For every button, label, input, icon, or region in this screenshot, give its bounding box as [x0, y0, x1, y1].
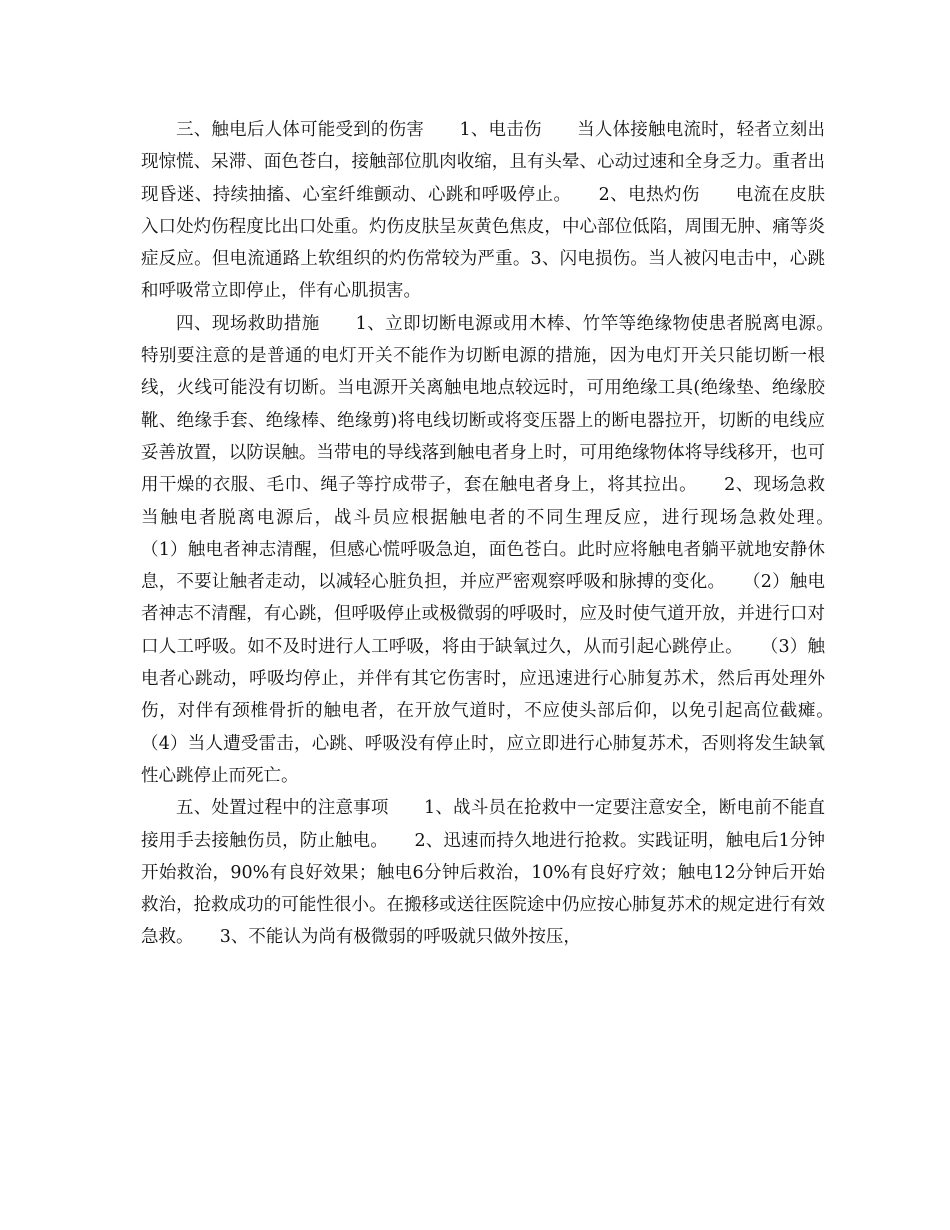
document-page: [141, 114, 860, 954]
paragraph-precautions: 五、处置过程中的注意事项 1、战斗员在抢救中一定要注意安全，断电前不能直接用手去接触伤员，防止触电。 2、迅速而持久地进行抢救。实践证明，触电后1分钟开始救治，90%有良好效果；触电6分钟后救治，10%有良好疗效；触电12分钟后开始救治，抢救成功的可能性很小。在搬移或送往医院途中仍应按心肺复苏术的规定进行有效急救。 3、不能认为尚有极微弱的呼吸就只做外按压，: [141, 798, 825, 948]
paragraph-rescue-measures: 四、现场救助措施 1、立即切断电源或用木棒、竹竿等绝缘物使患者脱离电源。 特别要注意的是普通的电灯开关不能作为切断电源的措施，因为电灯开关只能切断一根线，火线可能没有切断。当电源开关离触电地点较远时，可用绝缘工具(绝缘垫、绝缘胶靴、绝缘手套、绝缘棒、绝缘剪)将电线切断或将变压器上的断电器拉开，切断的电线应妥善放置，以防误触。当带电的导线落到触电者身上时，可用绝缘物体将导线移开，也可用干燥的衣服、毛巾、绳子等拧成带子，套在触电者身上，将其拉出。 2、现场急救 当触电者脱离电源后，战斗员应根据触电者的不同生理反应，进行现场急救处理。 （1）触电者神志清醒，但感心慌呼吸急迫，面色苍白。此时应将触电者躺平就地安静休息，不要让触者走动，以减轻心脏负担，并应严密观察呼吸和脉搏的变化。 （2）触电者神志不清醒，有心跳，但呼吸停止或极微弱的呼吸时，应及时使气道开放，并进行口对口人工呼吸。如不及时进行人工呼吸，将由于缺氧过久，从而引起心跳停止。 （3）触电者心跳动，呼吸均停止，并伴有其它伤害时，应迅速进行心肺复苏术，然后再处理外伤，对伴有颈椎骨折的触电者，在开放气道时，不应使头部后仰，以免引起高位截瘫。 （4）当人遭受雷击，心跳、呼吸没有停止时，应立即进行心肺复苏术，否则将发生缺氧性心跳停止而死亡。: [141, 313, 860, 786]
paragraph-injuries: 三、触电后人体可能受到的伤害 1、电击伤 当人体接触电流时，轻者立刻出现惊慌、呆滞、面色苍白，接触部位肌肉收缩，且有头晕、心动过速和全身乏力。重者出现昏迷、持续抽搐、心室纤维颤动、心跳和呼吸停止。 2、电热灼伤 电流在皮肤入口处灼伤程度比出口处重。灼伤皮肤呈灰黄色焦皮，中心部位低陷，周围无肿、痛等炎症反应。但电流通路上软组织的灼伤常较为严重。3、闪电损伤。当人被闪电击中，心跳和呼吸常立即停止，伴有心肌损害。: [141, 120, 825, 302]
